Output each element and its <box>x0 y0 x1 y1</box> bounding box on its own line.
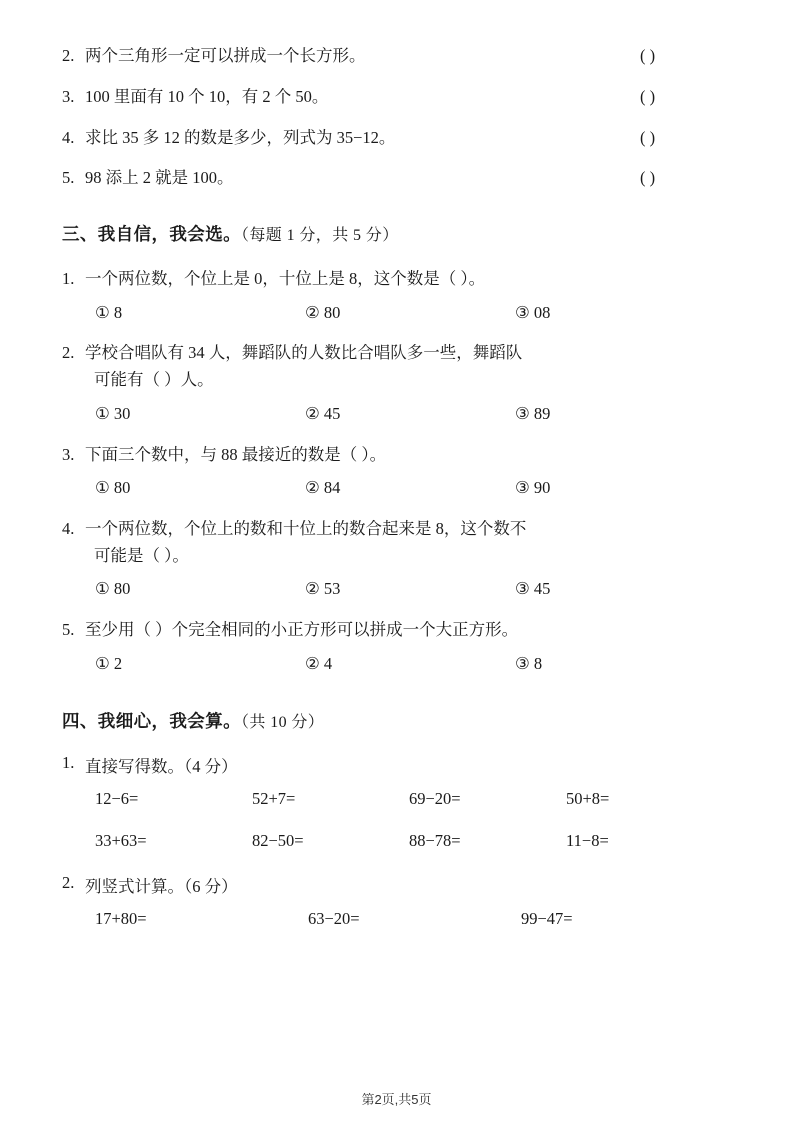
option-list <box>62 300 734 327</box>
question-line-1: 学校合唱队有 34 人，舞蹈队的人数比合唱队多一些，舞蹈队 <box>85 343 523 363</box>
question-number: 4. <box>62 519 75 539</box>
question-number: 5. <box>62 620 75 640</box>
page-footer: 第2页,共5页 <box>361 1092 432 1107</box>
question-line-1: 至少用（ ）个完全相同的小正方形可以拼成一个大正方形。 <box>85 620 519 640</box>
sub-question-one <box>62 753 734 777</box>
choice-question <box>62 516 734 603</box>
item-number: 4. <box>62 127 75 147</box>
calc-expression[interactable]: 99−47= <box>521 908 573 928</box>
judgement-item <box>62 44 734 69</box>
question-line-1: 下面三个数中，与 88 最接近的数是（ ）。 <box>85 444 387 464</box>
sub-question-title: 列竖式计算。 <box>85 876 184 896</box>
option-item[interactable]: ③ 08 <box>515 302 551 322</box>
option-item[interactable]: ① 8 <box>95 302 123 322</box>
option-list <box>62 475 734 502</box>
option-item[interactable]: ② 84 <box>305 478 341 498</box>
option-item[interactable]: ① 80 <box>95 579 131 599</box>
calc-expression[interactable]: 63−20= <box>308 908 360 928</box>
question-line-2: 可能是（ ）。 <box>94 545 189 565</box>
section-heading-three <box>62 221 734 246</box>
choice-question <box>62 442 734 502</box>
question-number: 2. <box>62 343 75 363</box>
option-item[interactable]: ③ 8 <box>515 653 543 673</box>
calc-expression[interactable]: 50+8= <box>566 788 610 808</box>
choice-question <box>62 340 734 427</box>
option-list <box>62 651 734 678</box>
calc-expression[interactable]: 69−20= <box>409 788 461 808</box>
calc-expression[interactable]: 88−78= <box>409 830 461 850</box>
option-item[interactable]: ③ 89 <box>515 403 551 423</box>
calc-expression[interactable]: 82−50= <box>252 830 304 850</box>
question-number: 2. <box>62 872 75 892</box>
calc-expression[interactable]: 11−8= <box>566 830 609 850</box>
section-four-title: 四、我细心，我会算。 <box>62 710 241 731</box>
item-text: 98 添上 2 就是 100。 <box>85 168 234 188</box>
choice-question <box>62 266 734 326</box>
option-item[interactable]: ② 80 <box>305 302 341 322</box>
question-stem <box>62 340 734 393</box>
choice-question <box>62 617 734 677</box>
option-item[interactable]: ② 4 <box>305 653 333 673</box>
option-item[interactable]: ② 53 <box>305 579 341 599</box>
page-content <box>62 44 734 951</box>
question-stem <box>62 442 734 469</box>
question-number: 1. <box>62 269 75 288</box>
sub-question-points: （6 分） <box>184 876 238 896</box>
question-number: 1. <box>62 752 75 772</box>
calculation-row <box>62 831 734 851</box>
question-stem <box>62 516 734 569</box>
option-list <box>62 401 734 428</box>
option-list <box>62 576 734 603</box>
question-line-1: 一个两位数，个位上的数和十位上的数合起来是 8，这个数不 <box>85 519 527 539</box>
calculation-row <box>62 789 734 809</box>
question-line-1: 一个两位数，个位上是 0，十位上是 8，这个数是（ ）。 <box>85 269 486 288</box>
judgement-item <box>62 126 734 151</box>
answer-parenthesis[interactable]: ( ) <box>640 127 656 147</box>
option-item[interactable]: ① 80 <box>95 478 131 498</box>
section-three-title: 三、我自信，我会选。 <box>62 224 241 244</box>
sub-question-two <box>62 873 734 897</box>
section-heading-four <box>62 708 734 733</box>
item-number: 2. <box>62 46 75 65</box>
calc-expression[interactable]: 12−6= <box>95 788 139 808</box>
section-four-points: （共 10 分） <box>241 713 325 731</box>
item-text: 两个三角形一定可以拼成一个长方形。 <box>85 46 366 65</box>
item-number: 3. <box>62 86 75 106</box>
calc-expression[interactable]: 52+7= <box>252 788 296 808</box>
sub-question-title: 直接写得数。 <box>85 756 184 776</box>
answer-parenthesis[interactable]: ( ) <box>640 46 656 65</box>
question-stem <box>62 617 734 644</box>
section-three-points: （每题 1 分，共 5 分） <box>241 227 399 244</box>
question-stem <box>62 266 734 293</box>
calc-expression[interactable]: 33+63= <box>95 830 147 850</box>
question-line-2: 可能有（ ）人。 <box>94 370 214 390</box>
sub-question-points: （4 分） <box>184 756 238 776</box>
calc-expression[interactable]: 17+80= <box>95 908 147 928</box>
judgement-section <box>62 44 734 191</box>
option-item[interactable]: ② 45 <box>305 403 341 423</box>
item-text: 100 里面有 10 个 10，有 2 个 50。 <box>85 86 329 106</box>
option-item[interactable]: ① 30 <box>95 403 131 423</box>
judgement-item <box>62 166 734 191</box>
calculation-row <box>62 909 734 929</box>
item-number: 5. <box>62 168 75 188</box>
item-text: 求比 35 多 12 的数是多少，列式为 35−12。 <box>85 127 396 147</box>
option-item[interactable]: ③ 90 <box>515 478 551 498</box>
question-number: 3. <box>62 444 75 464</box>
answer-parenthesis[interactable]: ( ) <box>640 168 656 188</box>
option-item[interactable]: ③ 45 <box>515 579 551 599</box>
judgement-item <box>62 85 734 110</box>
answer-parenthesis[interactable]: ( ) <box>640 86 656 106</box>
option-item[interactable]: ① 2 <box>95 653 123 673</box>
